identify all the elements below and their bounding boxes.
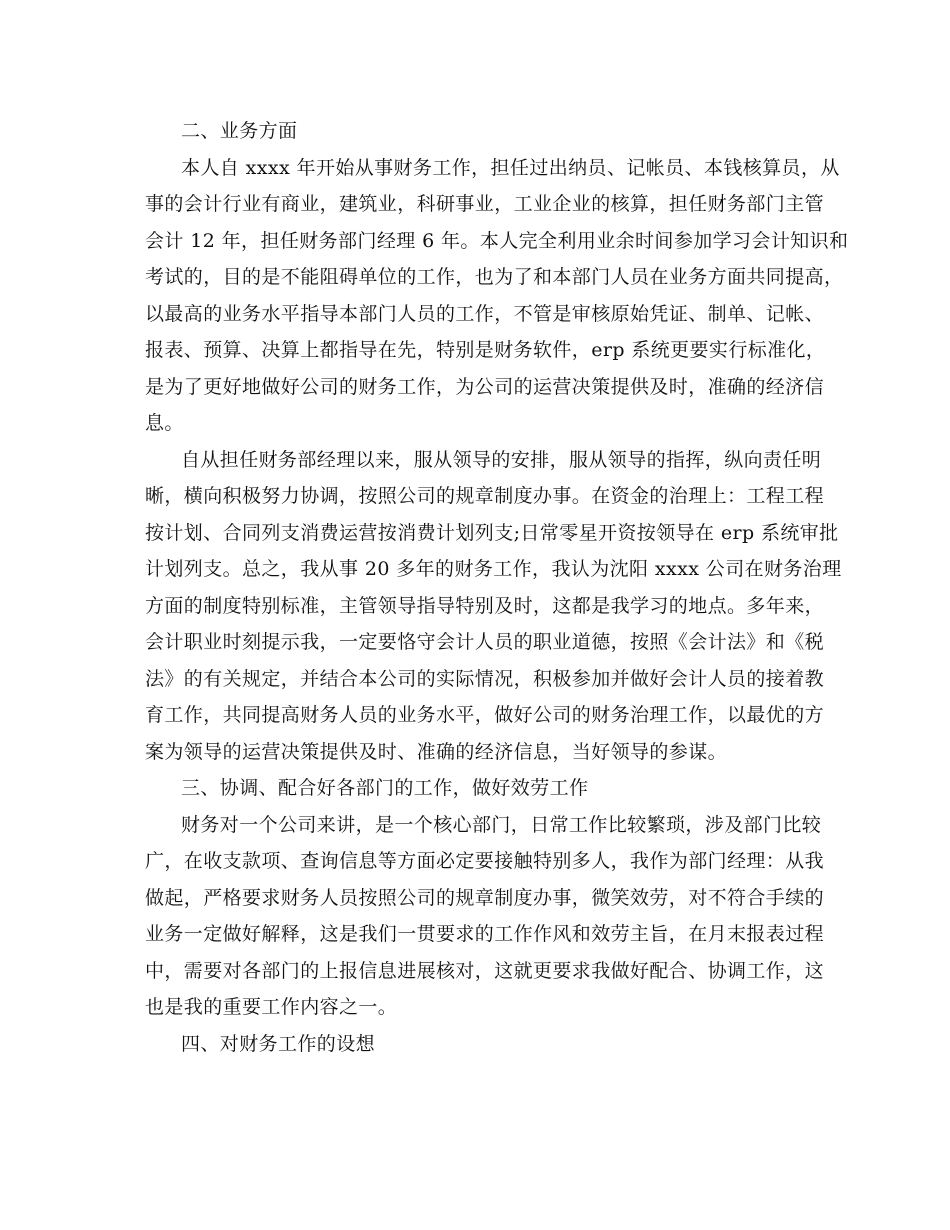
- paragraph-line: 事的会计行业有商业，建筑业，科研事业，工业企业的核算，担任财务部门主管: [145, 193, 825, 215]
- paragraph-line: 中，需要对各部门的上报信息进展核对，这就更要求我做好配合、协调工作，这: [145, 959, 825, 982]
- paragraph-line: 育工作，共同提高财务人员的业务水平，做好公司的财务治理工作，以最优的方: [145, 704, 825, 726]
- paragraph-line: 报表、预算、决算上都指导在先，特别是财务软件，erp 系统更要实行标准化，: [145, 339, 826, 361]
- paragraph-line: 本人自 xxxx 年开始从事财务工作，担任过出纳员、记帐员、本钱核算员，从: [181, 156, 840, 179]
- paragraph-line: 息。: [145, 412, 184, 434]
- paragraph-line: 案为领导的运营决策提供及时、准确的经济信息，当好领导的参谋。: [145, 740, 728, 763]
- paragraph-line: 会计 12 年，担任财务部门经理 6 年。本人完全利用业余时间参加学习会计知识和: [145, 229, 849, 252]
- section-heading-business: 二、业务方面: [181, 120, 298, 142]
- paragraph-line: 法》的有关规定，并结合本公司的实际情况，积极参加并做好会计人员的接着教: [145, 667, 825, 690]
- paragraph-line: 财务对一个公司来讲，是一个核心部门，日常工作比较繁琐，涉及部门比较: [181, 813, 822, 836]
- paragraph-line: 计划列支。总之，我从事 20 多年的财务工作，我认为沈阳 xxxx 公司在财务治理: [145, 558, 842, 580]
- paragraph-line: 晰，横向积极努力协调，按照公司的规章制度办事。在资金的治理上：工程工程: [145, 485, 825, 507]
- paragraph-line: 会计职业时刻提示我，一定要恪守会计人员的职业道德，按照《会计法》和《税: [145, 631, 825, 653]
- paragraph-line: 考试的，目的是不能阻碍单位的工作，也为了和本部门人员在业务方面共同提高，: [145, 266, 844, 288]
- paragraph-line: 自从担任财务部经理以来，服从领导的安排，服从领导的指挥，纵向责任明: [181, 448, 822, 471]
- paragraph-line: 以最高的业务水平指导本部门人员的工作，不管是审核原始凭证、制单、记帐、: [145, 302, 825, 325]
- paragraph-line: 是为了更好地做好公司的财务工作，为公司的运营决策提供及时，准确的经济信: [145, 375, 825, 398]
- paragraph-line: 方面的制度特别标准，主管领导指导特别及时，这都是我学习的地点。多年来，: [145, 594, 825, 617]
- paragraph-line: 也是我的重要工作内容之一。: [145, 996, 398, 1018]
- document-body: [145, 113, 849, 1062]
- section-heading-coordination: 三、协调、配合好各部门的工作，做好效劳工作: [181, 777, 589, 799]
- paragraph-line: 做起，严格要求财务人员按照公司的规章制度办事，微笑效劳，对不符合手续的: [145, 886, 825, 909]
- paragraph-line: 按计划、合同列支消费运营按消费计划列支;日常零星开资按领导在 erp 系统审批: [145, 521, 839, 544]
- paragraph-line: 业务一定做好解释，这是我们一贯要求的工作作风和效劳主旨，在月末报表过程: [145, 923, 825, 945]
- section-heading-outlook: 四、对财务工作的设想: [181, 1032, 376, 1055]
- paragraph-line: 广，在收支款项、查询信息等方面必定要接触特别多人，我作为部门经理：从我: [145, 850, 825, 872]
